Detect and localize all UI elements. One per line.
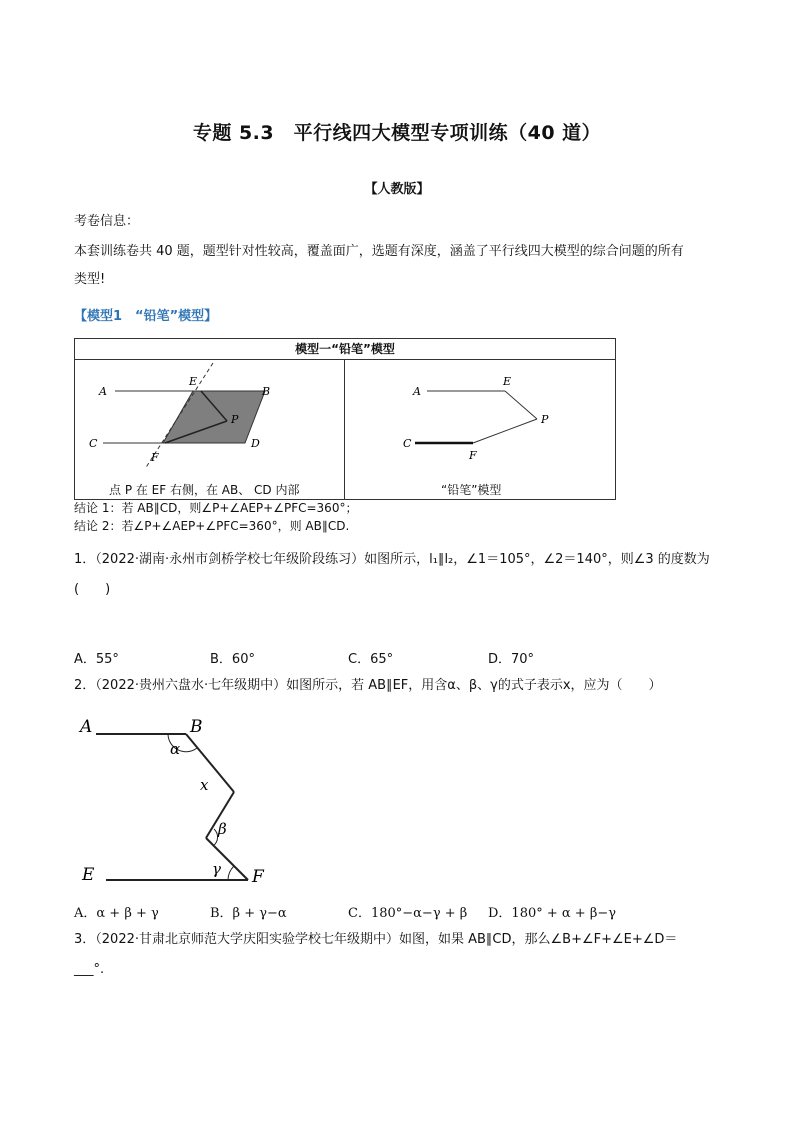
right-label-f: F	[469, 449, 477, 462]
q1-blank: ( )	[74, 582, 111, 597]
q3-answer-blank[interactable]: ___°.	[74, 962, 105, 977]
right-label-c: C	[403, 437, 412, 450]
label-b: B	[262, 385, 271, 398]
q3-text: 3．（2022·甘肃北京师范大学庆阳实验学校七年级期中）如图，如果 AB∥CD，那么∠B+∠F+∠E+∠D＝	[74, 932, 678, 947]
info-text-line2: 类型!	[74, 272, 106, 287]
label-a: A	[99, 385, 107, 398]
model-figure-box	[74, 338, 616, 500]
label-d: D	[251, 437, 260, 450]
right-segment-ep	[505, 391, 537, 419]
q2-label-e: E	[82, 865, 95, 885]
q1-option-d[interactable]: D．70°	[488, 652, 535, 667]
right-segment-pf	[473, 419, 537, 443]
label-c: C	[89, 437, 98, 450]
q2-label-alpha: α	[170, 740, 181, 758]
right-label-e: E	[503, 375, 512, 388]
label-f: F	[151, 451, 159, 464]
edition-label: 【人教版】	[364, 182, 430, 197]
conclusion-1: 结论 1：若 AB∥CD，则∠P+∠AEP+∠PFC=360°；	[74, 501, 358, 515]
q2-option-a[interactable]: A．α + β + γ	[74, 906, 159, 921]
conclusion-2: 结论 2：若∠P+∠AEP+∠PFC=360°，则 AB∥CD.	[74, 519, 350, 533]
page-title: 专题 5.3 平行线四大模型专项训练（40 道）	[192, 122, 602, 144]
q1-text: 1．（2022·湖南·永州市剑桥学校七年级阶段练习）如图所示，l₁∥l₂，∠1＝105°，∠2＝140°，则∠3 的度数为	[74, 552, 710, 567]
model1-heading: 【模型1 “铅笔”模型】	[74, 309, 218, 324]
q2-arc-beta	[213, 829, 218, 846]
model-figure-header: 模型一“铅笔”模型	[75, 339, 615, 360]
q1-option-c[interactable]: C．65°	[348, 652, 394, 667]
q1-option-b[interactable]: B．60°	[210, 652, 255, 667]
q2-option-b[interactable]: B．β + γ−α	[210, 906, 287, 921]
q2-text: 2．（2022·贵州六盘水·七年级期中）如图所示，若 AB∥EF，用含α、β、γ的式子表示x，应为（ ）	[74, 678, 662, 693]
q2-label-x: x	[200, 776, 209, 794]
q1-option-a[interactable]: A．55°	[74, 652, 119, 667]
right-label-p: P	[541, 413, 549, 426]
q2-label-gamma: γ	[212, 860, 221, 878]
q2-diagram	[76, 708, 286, 890]
q2-option-c[interactable]: C．180°−α−γ + β	[348, 906, 468, 921]
left-caption: 点 P 在 EF 右侧，在 AB、 CD 内部	[109, 483, 300, 497]
info-text-line1: 本套训练卷共 40 题，题型针对性较高，覆盖面广，选题有深度，涵盖了平行线四大模型的综合问题的所有	[74, 244, 684, 259]
info-label: 考卷信息：	[74, 214, 140, 229]
q2-arc-gamma	[228, 866, 234, 880]
right-label-a: A	[413, 385, 421, 398]
pencil-model-diagram	[75, 339, 615, 499]
q2-label-a: A	[80, 717, 93, 737]
q2-label-beta: β	[218, 820, 227, 838]
right-caption: “铅笔”模型	[441, 483, 502, 497]
label-p: P	[231, 413, 239, 426]
q2-segment-1	[186, 734, 234, 792]
label-e: E	[189, 375, 198, 388]
q2-label-f: F	[252, 867, 264, 887]
q2-option-d[interactable]: D．180° + α + β−γ	[488, 906, 617, 921]
q2-label-b: B	[190, 717, 203, 737]
